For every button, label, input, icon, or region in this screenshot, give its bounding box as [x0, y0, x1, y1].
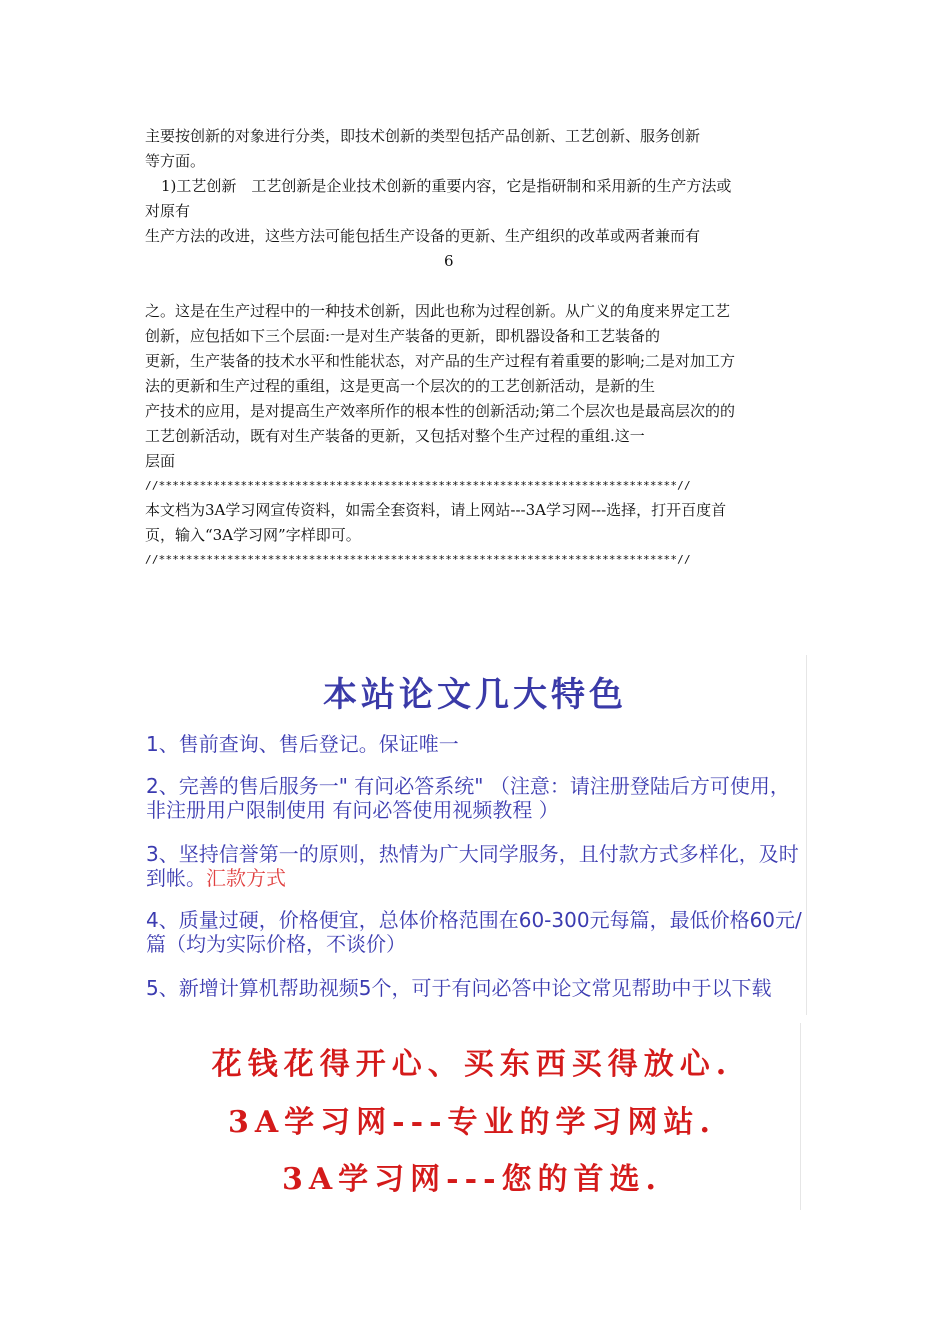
body-line: 1)工艺创新 工艺创新是企业技术创新的重要内容，它是指研制和采用新的生产方法或 — [161, 177, 732, 195]
feature-item-text: 到帐。 — [146, 866, 206, 890]
feature-item: 1、售前查询、售后登记。保证唯一 — [146, 732, 459, 756]
slogan-line: 花钱花得开心、买东西买得放心. — [211, 1047, 733, 1082]
features-banner — [144, 655, 807, 1015]
body-line: 法的更新和生产过程的重组，这是更高一个层次的的工艺创新活动，是新的生 — [145, 377, 656, 395]
body-line: 之。这是在生产过程中的一种技术创新，因此也称为过程创新。从广义的角度来界定工艺 — [145, 302, 731, 320]
feature-item: 4、质量过硬，价格便宜，总体价格范围在60-300元每篇，最低价格60元/ — [146, 908, 802, 932]
feature-item: 非注册用户限制使用 有问必答使用视频教程 ） — [146, 798, 559, 822]
payment-methods-link[interactable]: 汇款方式 — [206, 866, 286, 890]
body-line: 层面 — [145, 452, 176, 470]
divider-rule: //****************************************************************************// — [145, 479, 691, 492]
notice-line: 页，输入“3A学习网”字样即可。 — [145, 526, 361, 544]
body-line: 产技术的应用，是对提高生产效率所作的根本性的创新活动;第二个层次也是最高层次的的 — [145, 402, 736, 420]
body-line: 工艺创新活动，既有对生产装备的更新，又包括对整个生产过程的重组.这一 — [145, 427, 645, 445]
body-line: 生产方法的改进，这些方法可能包括生产设备的更新、生产组织的改革或两者兼而有 — [145, 227, 701, 245]
feature-item: 2、完善的售后服务一" 有问必答系统" （注意：请注册登陆后方可使用， — [146, 774, 790, 798]
notice-line: 本文档为3A学习网宣传资料，如需全套资料，请上网站---3A学习网---选择，打开百度首 — [145, 501, 727, 519]
feature-item: 5、新增计算机帮助视频5个，可于有问必答中论文常见帮助中于以下载 — [146, 976, 772, 1000]
body-line: 对原有 — [145, 202, 191, 220]
feature-item — [146, 865, 286, 891]
body-line: 创新，应包括如下三个层面:一是对生产装备的更新，即机器设备和工艺装备的 — [145, 327, 661, 345]
divider-rule: //****************************************************************************// — [145, 553, 691, 566]
feature-item: 3、坚持信誉第一的原则，热情为广大同学服务，且付款方式多样化，及时 — [146, 842, 799, 866]
body-line: 主要按创新的对象进行分类，即技术创新的类型包括产品创新、工艺创新、服务创新 — [145, 127, 701, 145]
feature-item: 篇（均为实际价格，不谈价） — [146, 932, 406, 956]
slogan-banner — [144, 1023, 801, 1210]
page-number: 6 — [444, 252, 454, 270]
slogan-line: 3A学习网---您的首选. — [282, 1162, 662, 1197]
slogan-line: 3A学习网---专业的学习网站. — [228, 1105, 716, 1140]
body-line: 等方面。 — [145, 152, 206, 170]
features-title: 本站论文几大特色 — [323, 675, 627, 715]
body-line: 更新，生产装备的技术水平和性能状态，对产品的生产过程有着重要的影响;二是对加工方 — [145, 352, 736, 370]
